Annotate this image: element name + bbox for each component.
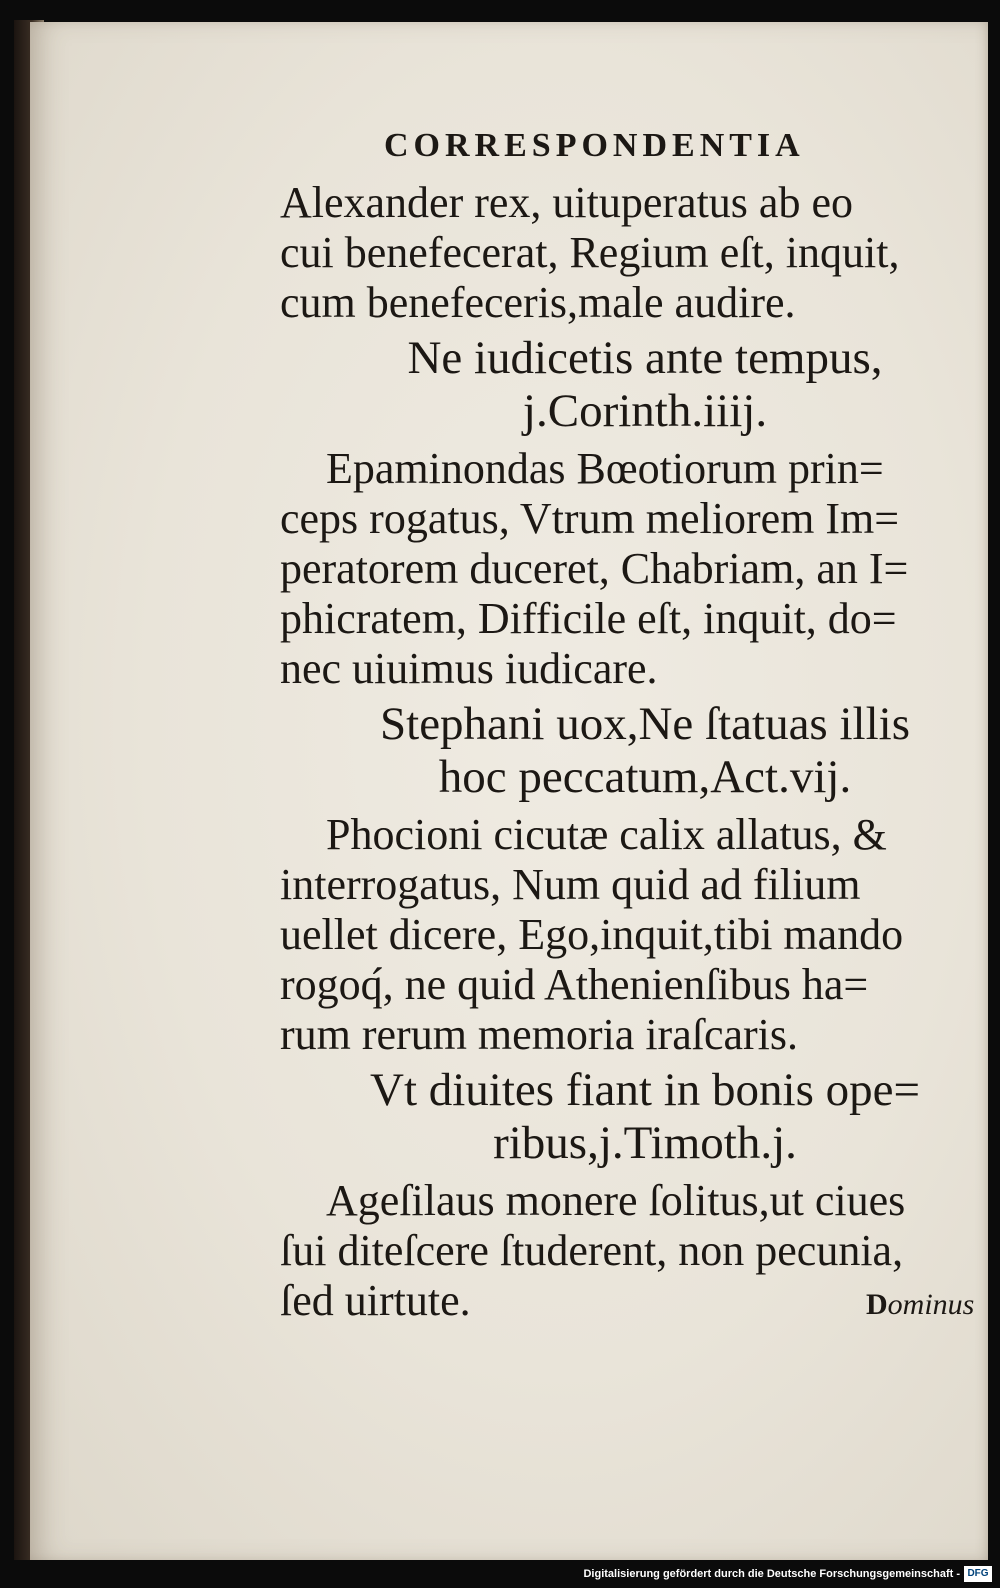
passage-scripture-corinthians — [280, 332, 970, 438]
running-head: CORRESPONDENTIA — [384, 127, 805, 164]
text-line: Alexander rex, uituperatus ab eo — [280, 178, 853, 227]
text-line: ſed uirtute. — [280, 1276, 471, 1325]
text-line: Vt diuites fiant in bonis ope= — [370, 1064, 920, 1116]
text-line: interrogatus, Num quid ad filium — [280, 860, 861, 909]
passage-scripture-acts — [280, 698, 970, 804]
text-line: ceps rogatus, Vtrum meliorem Im= — [280, 494, 900, 543]
text-line: phicratem, Difficile eſt, inquit, do= — [280, 594, 897, 643]
text-line: ribus,j.Timoth.j. — [493, 1117, 797, 1169]
text-line: Ageſilaus monere ſolitus,ut ciues — [326, 1176, 906, 1225]
passage-anecdote-epaminondas — [280, 444, 970, 694]
text-line: ſui diteſcere ſtuderent, non pecunia, — [280, 1226, 904, 1275]
catchword-rest: ominus — [887, 1288, 975, 1321]
text-line: j.Corinth.iiij. — [522, 385, 768, 437]
text-line: peratorem duceret, Chabriam, an I= — [280, 544, 909, 593]
credit-text: Digitalisierung gefördert durch die Deutsche Forschungsgemeinschaft - — [583, 1568, 960, 1580]
text-line: uellet dicere, Ego,inquit,tibi mando — [280, 910, 904, 959]
book-page — [30, 22, 988, 1560]
text-line: rogoq́, ne quid Athenienſibus ha= — [280, 960, 869, 1009]
text-line: Ne iudicetis ante tempus, — [407, 332, 883, 384]
dfg-logo-icon: DFG — [964, 1566, 992, 1582]
catchword — [866, 1288, 974, 1322]
text-line: Epaminondas Bœotiorum prin= — [326, 444, 884, 493]
passage-scripture-timothy — [280, 1064, 970, 1170]
text-line: cum benefeceris,male audire. — [280, 278, 796, 327]
text-line: Stephani uox,Ne ſtatuas illis — [380, 698, 910, 750]
text-line: rum rerum memoria iraſcaris. — [280, 1010, 799, 1059]
passage-anecdote-alexander — [280, 178, 970, 328]
text-line: cui benefecerat, Regium eſt, inquit, — [280, 228, 900, 277]
digitization-credit — [583, 1564, 992, 1584]
text-line: hoc peccatum,Act.vij. — [438, 751, 852, 803]
catchword-initial: D — [866, 1288, 888, 1321]
text-line: Phocioni cicutæ calix allatus, & — [326, 810, 887, 859]
text-line: nec uiuimus iudicare. — [280, 644, 658, 693]
page-text-block — [280, 120, 970, 1326]
passage-anecdote-phocion — [280, 810, 970, 1060]
